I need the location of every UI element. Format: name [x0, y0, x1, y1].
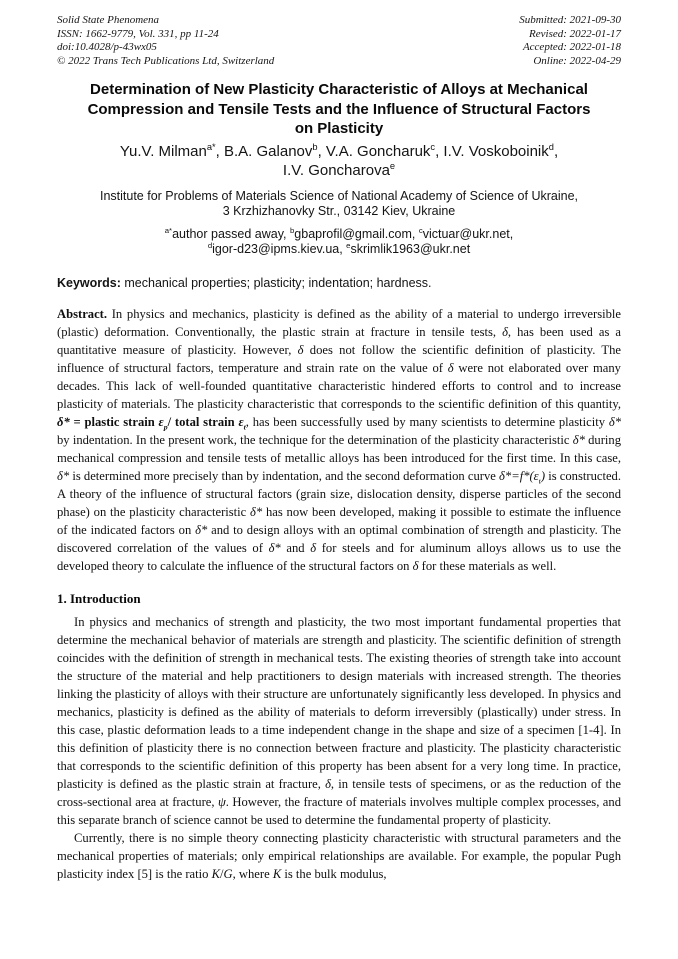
title-line-3: on Plasticity: [294, 120, 384, 137]
journal-copyright: © 2022 Trans Tech Publications Ltd, Switzerland: [57, 54, 275, 67]
journal-issn-volume: ISSN: 1662-9779, Vol. 331, pp 11-24: [57, 27, 219, 40]
contact-emails-line-1: $^{a*}$author passed away, $^b$gbaprofil@gmail.com, $^c$victuar@ukr.net,: [164, 225, 514, 241]
authors-line-2: I.V. Goncharova$^e$: [282, 160, 396, 179]
affiliation-line-1: Institute for Problems of Materials Science of National Academy of Science of Ukraine,: [99, 188, 578, 203]
date-revised: Revised: 2022-01-17: [529, 27, 621, 40]
keywords-text: mechanical properties; plasticity; indentation; hardness.: [120, 275, 432, 290]
title-line-1: Determination of New Plasticity Characteristic of Alloys at Mechanical: [90, 81, 588, 98]
paper-title: [57, 80, 621, 139]
section-heading-introduction: 1. Introduction: [57, 590, 141, 606]
title-line-2: Compression and Tensile Tests and the Influence of Structural Factors: [87, 100, 591, 118]
keywords-row: [57, 276, 621, 291]
journal-info: [57, 14, 274, 68]
authors-block: [57, 142, 621, 180]
date-submitted: Submitted: 2021-09-30: [519, 14, 621, 26]
date-accepted: Accepted: 2022-01-18: [522, 41, 621, 53]
contact-emails-line-2: $^d$igor-d23@ipms.kiev.ua, $^e$skrimlik1963@ukr.net: [207, 240, 471, 256]
contact-emails-block: [57, 227, 621, 257]
affiliation-line-2: 3 Krzhizhanovky Str., 03142 Kiev, Ukraine: [222, 203, 456, 218]
journal-name: Solid State Phenomena: [57, 14, 160, 26]
keywords-label: Keywords:: [57, 275, 121, 290]
intro-paragraph-1: In physics and mechanics of strength and plasticity, the two most important fundamental properties that determine the mechanical behavior of materials are strength and plasticity. The scientific definition of strength coincides with the definition of strength in mechanical tests. The existing theories of strength take into account the structure of the material and help practitioners to design materials with increased strength. The theories linking the plasticity of alloys with their structure are unfortunately significantly less developed. In physics and mechanics, plasticity is defined as the ability of materials to deform irreversibly (plastically) under stress. In this case, plastic deformation leads to a time independent change in the shape and size of a specimen [1-4]. In this definition of plasticity there is no connection between fracture and plasticity. The plasticity characteristic that corresponds to the scientific definition of this property has been absent for a very long time. In practice, plasticity is defined as the plastic strain at fracture, δ, in tensile tests of specimens, or as the reduction of the cross-sectional area at fracture, ψ. However, the fracture of materials involves multiple complex processes, and this separate branch of science cannot be used to determine the fundamental property of plasticity.: [57, 614, 621, 827]
affiliation-block: [57, 189, 621, 219]
authors-line-1: Yu.V. Milman$^{a*}$, B.A. Galanov$^b$, V.A. Goncharuk$^c$, I.V. Voskoboinik$^d$,: [119, 141, 559, 160]
intro-paragraph-2: Currently, there is no simple theory connecting plasticity characteristic with structural parameters and the mechanical properties of materials; only empirical relationships are available. For example, the popular Pugh plasticity index [5] is the ratio K/G, where K is the bulk modulus,: [57, 830, 621, 881]
journal-header: [57, 14, 621, 68]
date-online: Online: 2022-04-29: [533, 54, 621, 67]
submission-dates: [519, 14, 621, 68]
journal-doi: doi:10.4028/p-43wx05: [57, 41, 157, 53]
abstract-paragraph: Abstract. In physics and mechanics, plasticity is defined as the ability of a material to undergo irreversible (plastic) deformation. Conventionally, the plastic strain at fracture in tensile tests, δ, has been used as a quantitative measure of plasticity. However, δ does not follow the scientific definition of plasticity. The influence of structural factors, temperature and strain rate on the value of δ were not elaborated over many decades. This lack of well-founded quantitative characteristic hindered efforts to control and to increase plasticity of materials. The plasticity characteristic that corresponds to the scientific definition of this quantity, δ* = plastic strain $\varepsilon_p/$ total strain $\varepsilon_t$, has been successfully used by many scientists to determine plasticity δ* by indentation. In the present work, the technique for the determination of the plasticity characteristic δ* during mechanical compression and tensile tests of metallic alloys has been introduced for the first time. In this case, δ* is determined more precisely than by indentation, and the second deformation curve $\delta*=f*(\varepsilon_t)$ is constructed. A theory of the influence of structural factors (grain size, dislocation density, disperse particles of the second phase) on the plasticity characteristic δ* has now been developed, making it possible to estimate the influence of the indicated factors on δ* and to design alloys with an optimal combination of strength and plasticity. The discovered correlation of the values of δ* and δ for steels and for aluminum alloys allows us to use the developed theory to calculate the influence of the structural factors on δ for these materials as well.: [57, 306, 622, 573]
